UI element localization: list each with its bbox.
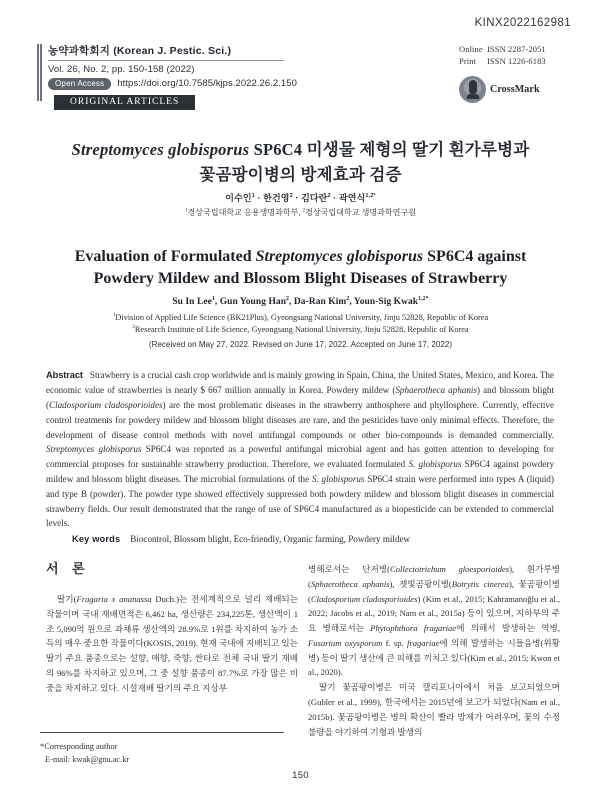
- footnote-divider: [40, 732, 284, 733]
- korean-title: [48, 137, 553, 187]
- kinx-identifier: KINX2022162981: [474, 17, 571, 29]
- crossmark-badge[interactable]: [459, 76, 571, 103]
- corresponding-author-block: [40, 740, 290, 767]
- journal-title: [48, 43, 284, 61]
- body-paragraph-left: 딸기(Fragaria x ananassa Duch.)는 전세계적으로 널리 재배되는 작물이며 국내 재배면적은 6,462 ha, 생산량은 234,225톤, 생산액이 1조 5,090억 원으로 과채류 생산액의 28.9%로 1위를 차지하여 농가 소득의 매우 중요한 작물이다(KOSIS, 2019). 현재 국내에 지배되고 있는 딸기 주요 품종으로는 설향, 매향, 죽향, 싼타로 전체 국내 딸기 재배의 96%를 차지하고 있으며, 그 중 설향 품종이 87.7%로 가장 많은 비중을 차지하고 있다. 시설재배 딸기의 주요 지상부: [46, 594, 298, 693]
- crossmark-icon: [459, 76, 486, 103]
- body-column-right: [308, 562, 560, 739]
- abstract-section: [46, 368, 554, 531]
- journal-title-en: (Korean J. Pestic. Sci.): [113, 45, 232, 57]
- english-title: [38, 246, 563, 290]
- keywords-section: [72, 534, 554, 544]
- issn-print-label: Print: [459, 56, 477, 67]
- english-title-post: SP6C4 against: [423, 248, 527, 265]
- korean-title-line1-rest: SP6C4 미생물 제형의 딸기 흰가루병과: [249, 140, 530, 159]
- body-paragraph-right-2: 딸기 꽃곰팡이병은 미국 캘리포니아에서 처음 보고되었으며(Gubler et al., 1999), 한국에서는 2015년에 보고가 되었다(Nam et al., 2015b). 꽃곰팡이병은 병의 확산이 빨라 방제가 어려우며, 꽃의 수정 불량을 야기하여 기형과 발생의: [308, 682, 560, 737]
- affiliation-2: $^2$Research Institute of Life Science, Gyeongsang National University, Jinju 52828, Republic of Korea: [132, 324, 469, 335]
- page-number: 150: [292, 770, 309, 781]
- english-authors: Su In Lee$^1$, Gun Young Han$^2$, Da-Ran Kim$^2$, Youn-Sig Kwak$^{1,2*}$: [172, 295, 429, 307]
- received-dates: (Received on May 27, 2022. Revised on June 17, 2022. Accepted on June 17, 2022): [148, 340, 453, 349]
- body-column-left: [46, 592, 298, 695]
- masthead-rule: [37, 44, 42, 101]
- issn-print-value: ISSN 1226-6183: [487, 56, 546, 67]
- issn-block: [459, 43, 571, 68]
- issn-online-line: [459, 43, 571, 55]
- section-heading-introduction: 서 론: [46, 561, 90, 576]
- body-paragraph-right-1: 병해로서는 단저병(Collectotrichum gloesporioides), 흰가루병(Sphaerotheca aphanis), 잿빛곰팡이병(Botrytis cinerea), 꽃곰팡이병(Cladosporium cladosporioides) (Kim et al., 2015; Kahramanoğlu et al., 2022; Jacobs et al., 2019; Nam et al., 2015a) 등이 있으며, 지하부의 주요 병해로서는 Phytophthora fragariae에 의해서 발생하는 역병, Fusarium oxysporum f. sp. fragariae에 의해 발생하는 시들음병(위황병) 등이 딸기 생산에 큰 피해를 끼치고 있다(Kim et al., 2015; Kwon et al., 2020).: [308, 564, 561, 678]
- english-title-pre: Evaluation of Formulated: [74, 248, 256, 265]
- doi-link[interactable]: https://doi.org/10.7585/kjps.2022.26.2.150: [117, 78, 297, 90]
- abstract-text: Strawberry is a crucial cash crop worldwide and is mainly growing in Spain, China, the United States, Mexico, and Korea. The economic value of strawberries is nearly $ 667 million annually in Korea. Powdery mildew (Sphaerotheca aphanis) and blossom blight (Cladosporium cladosporioides) are the most problematic diseases in the strawberry anthosphere and phyllosphere. Currently, effective control treatments for powdery mildew and blossom blight diseases are rare, and the pesticides have only minimal effects. Therefore, the development of disease control methods with novel antifungal compounds or other bio-compounds is demanded commercially. Streptomyces globisporus SP6C4 was reported as a powerful antifungal microbial agent and has gotten attention to developing for commercial proposes for sustainable strawberry production. Therefore, we evaluated formulated S. globisporus SP6C4 against powdery mildew and blossom blight diseases. The microbial formulations of the S. globisporus SP6C4 strain were performed into types A (liquid) and type B (powder). The powder type showed effectively suppressed both powdery mildew and blossom blight diseases in commercial strawberry fields. Our result demonstrated that the range of use of SP6C4 manufactured as a biopesticide can be extended to commercial levels.: [46, 370, 555, 529]
- doi-row: [48, 78, 337, 90]
- issn-print-line: [459, 55, 571, 67]
- journal-volume-line: Vol. 26, No. 2, pp. 150-158 (2022): [48, 64, 195, 75]
- english-affiliations: [34, 312, 567, 337]
- corresponding-author-label: *Corresponding author: [40, 742, 118, 751]
- keywords-label: Key words: [72, 534, 121, 544]
- article-type-badge: ORIGINAL ARTICLES: [54, 95, 195, 111]
- english-title-line2: Powdery Mildew and Blossom Blight Diseases of Strawberry: [93, 270, 508, 288]
- korean-title-line2: 꽃곰팡이병의 방제효과 검증: [199, 165, 402, 185]
- korean-affiliation: $^1$경상국립대학교 응용생명과학부, $^2$경상국립대학교 생명과학연구원: [184, 208, 417, 217]
- crossmark-label: CrossMark: [490, 84, 540, 95]
- keywords-text: Biocontrol, Blossom blight, Eco-friendly, Organic farming, Powdery mildew: [130, 534, 411, 544]
- english-title-species: Streptomyces globisporus: [255, 248, 424, 265]
- abstract-label: Abstract: [46, 370, 83, 380]
- journal-masthead: [37, 43, 337, 110]
- corresponding-author-email[interactable]: E-mail: kwak@gnu.ac.kr: [45, 755, 130, 765]
- open-access-badge: Open Access: [48, 78, 111, 90]
- affiliation-1: $^1$Division of Applied Life Science (BK21Plus), Gyeongsang National University, Jinju 52828, Republic of Korea: [112, 312, 489, 322]
- korean-authors: 이수인$^1$ · 한건영$^2$ · 김다란$^2$ · 곽연식$^{1,2*}$: [225, 193, 376, 203]
- issn-online-label: Online: [459, 44, 483, 54]
- korean-title-species: Streptomyces globisporus: [71, 140, 250, 159]
- journal-title-ko: 농약과학회지: [48, 45, 111, 57]
- issn-online-value: ISSN 2287-2051: [487, 44, 546, 54]
